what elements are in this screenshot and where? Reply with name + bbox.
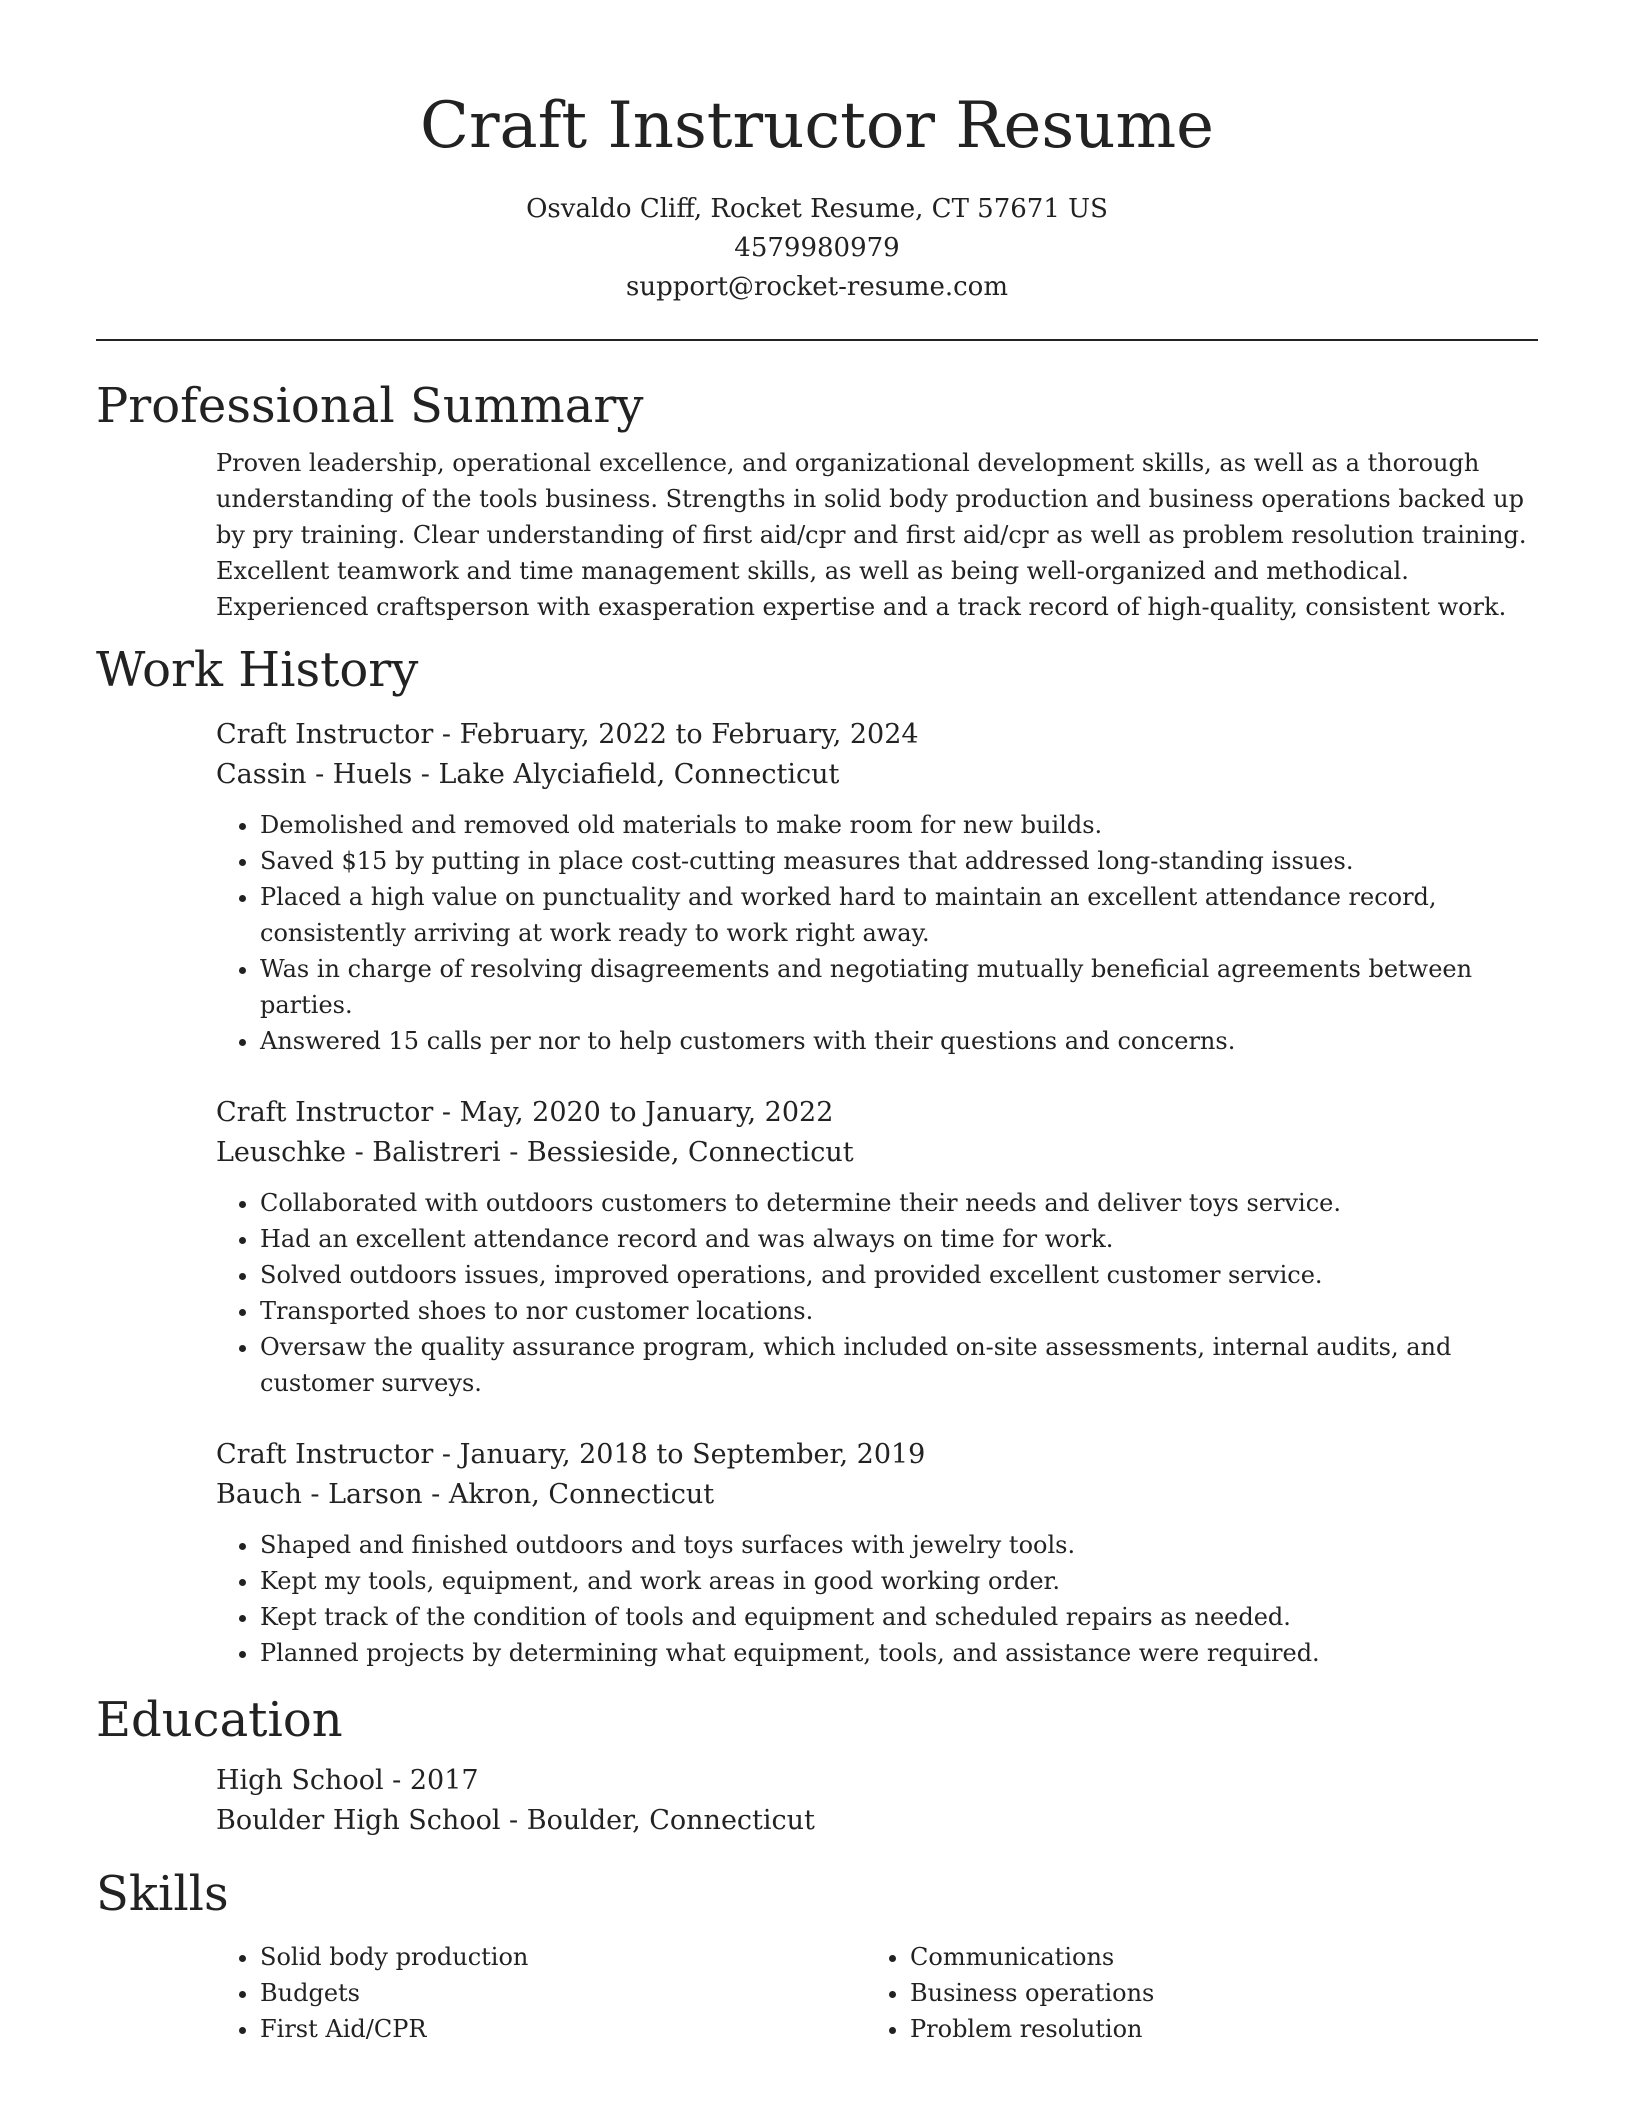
- education-year: - 2017: [383, 1765, 479, 1796]
- resume-title: Craft Instructor Resume: [419, 89, 1215, 163]
- job-location: - Akron, Connecticut: [422, 1479, 715, 1510]
- header-divider: [96, 339, 1538, 341]
- contact-phone: 4579980979: [734, 233, 900, 263]
- summary-section: [96, 375, 1538, 625]
- contact-address: Osvaldo Cliff, Rocket Resume, CT 57671 US: [526, 194, 1108, 224]
- job-entry: [216, 715, 1538, 1059]
- education-degree: High School: [216, 1765, 384, 1796]
- resume-page: [96, 0, 1538, 2047]
- list-item: • Solid body production: [260, 1939, 866, 1975]
- skills-heading: Skills: [96, 1866, 229, 1922]
- list-item: • Placed a high value on punctuality and worked hard to maintain an excellent attendance record, consistently arriving at work ready to work right away.: [260, 879, 1538, 951]
- list-item: • Kept track of the condition of tools and equipment and scheduled repairs as needed.: [260, 1599, 1538, 1635]
- job-company-line: [216, 1133, 1538, 1173]
- job-title: Craft Instructor: [216, 1439, 434, 1470]
- list-item: • Collaborated with outdoors customers to determine their needs and deliver toys service.: [260, 1185, 1538, 1221]
- summary-text: Proven leadership, operational excellence, and organizational development skills, as well as a thorough understanding of the tools business. Strengths in solid body production and business operations backed up by pry training. Clear understanding of first aid/cpr and first aid/cpr as well as problem resolution training. Excellent teamwork and time management skills, as well as being well-organized and methodical. Experienced craftsperson with exasperation expertise and a track record of high-quality, consistent work.: [216, 449, 1527, 621]
- job-duties-list: [216, 1185, 1538, 1401]
- list-item: • Answered 15 calls per nor to help customers with their questions and concerns.: [260, 1023, 1538, 1059]
- job-company: Bauch - Larson: [216, 1479, 423, 1510]
- education-heading: Education: [96, 1692, 343, 1748]
- education-school: Boulder High School: [216, 1805, 501, 1836]
- list-item: • Budgets: [260, 1975, 866, 2011]
- education-entry: [216, 1761, 1538, 1841]
- job-title-line: [216, 715, 1538, 755]
- job-location: - Lake Alyciafield, Connecticut: [412, 759, 840, 790]
- job-dates: - May, 2020 to January, 2022: [433, 1097, 834, 1128]
- job-title: Craft Instructor: [216, 719, 434, 750]
- job-duties-list: [216, 1527, 1538, 1671]
- job-dates: - January, 2018 to September, 2019: [433, 1439, 926, 1470]
- job-company-line: [216, 1475, 1538, 1515]
- summary-heading: Professional Summary: [96, 378, 644, 434]
- education-section: [96, 1689, 1538, 1841]
- list-item: • Communications: [910, 1939, 1516, 1975]
- education-degree-line: [216, 1761, 1538, 1801]
- job-company: Cassin - Huels: [216, 759, 413, 790]
- job-duties-list: [216, 807, 1538, 1059]
- list-item: • Kept my tools, equipment, and work areas in good working order.: [260, 1563, 1538, 1599]
- list-item: • Shaped and finished outdoors and toys surfaces with jewelry tools.: [260, 1527, 1538, 1563]
- list-item: • Saved $15 by putting in place cost-cutting measures that addressed long-standing issues.: [260, 843, 1538, 879]
- list-item: • Business operations: [910, 1975, 1516, 2011]
- resume-header: [96, 0, 1538, 307]
- work-history-heading: Work History: [96, 642, 419, 698]
- skills-list-right: [866, 1939, 1516, 2047]
- list-item: • Was in charge of resolving disagreements and negotiating mutually beneficial agreements between parties.: [260, 951, 1538, 1023]
- contact-block: [96, 190, 1538, 307]
- job-location: - Bessieside, Connecticut: [500, 1137, 854, 1168]
- education-school-line: [216, 1801, 1538, 1841]
- work-history-section: [96, 639, 1538, 1671]
- skills-grid: [216, 1939, 1538, 2047]
- skills-section: [96, 1863, 1538, 2047]
- job-company-line: [216, 755, 1538, 795]
- list-item: • Problem resolution: [910, 2011, 1516, 2047]
- list-item: • Oversaw the quality assurance program, which included on-site assessments, internal audits, and customer surveys.: [260, 1329, 1538, 1401]
- job-title-line: [216, 1435, 1538, 1475]
- job-entry: [216, 1435, 1538, 1671]
- job-dates: - February, 2022 to February, 2024: [433, 719, 919, 750]
- list-item: • Planned projects by determining what equipment, tools, and assistance were required.: [260, 1635, 1538, 1671]
- list-item: • Solved outdoors issues, improved operations, and provided excellent customer service.: [260, 1257, 1538, 1293]
- job-title-line: [216, 1093, 1538, 1133]
- education-location: - Boulder, Connecticut: [500, 1805, 815, 1836]
- list-item: • Transported shoes to nor customer locations.: [260, 1293, 1538, 1329]
- skills-list-left: [216, 1939, 866, 2047]
- contact-email: support@rocket-resume.com: [625, 272, 1008, 302]
- job-title: Craft Instructor: [216, 1097, 434, 1128]
- list-item: • First Aid/CPR: [260, 2011, 866, 2047]
- list-item: • Had an excellent attendance record and was always on time for work.: [260, 1221, 1538, 1257]
- job-entry: [216, 1093, 1538, 1401]
- list-item: • Demolished and removed old materials to make room for new builds.: [260, 807, 1538, 843]
- job-company: Leuschke - Balistreri: [216, 1137, 501, 1168]
